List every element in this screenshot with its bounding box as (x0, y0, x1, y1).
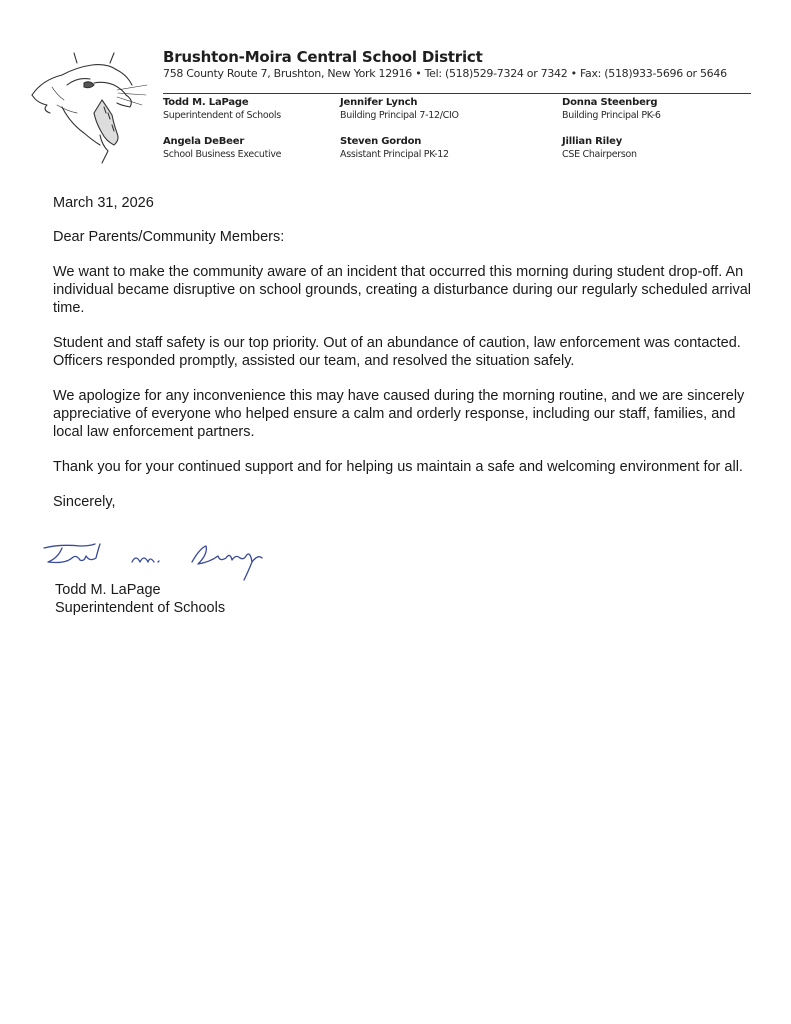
staff-name: Donna Steenberg (562, 97, 658, 108)
staff-title: Building Principal 7-12/CIO (340, 110, 459, 121)
staff-title: School Business Executive (163, 149, 282, 160)
panther-mascot-logo-icon (22, 45, 152, 165)
staff-name: Angela DeBeer (163, 136, 245, 147)
staff-title: Superintendent of Schools (163, 110, 281, 121)
staff-entry (562, 135, 661, 161)
letter-salutation: Dear Parents/Community Members: (53, 229, 285, 245)
letter-paragraph: We want to make the community aware of an incident that occurred this morning during student drop-off. An individual became disruptive on school grounds, creating a disturbance during our regularly scheduled arrival time. (53, 264, 752, 316)
staff-title: Building Principal PK-6 (562, 110, 661, 121)
staff-title: CSE Chairperson (562, 149, 637, 160)
staff-entry (562, 96, 661, 122)
district-address: 758 County Route 7, Brushton, New York 12916 • Tel: (518)529-7324 or 7342 • Fax: (518)933-5696 or 5646 (163, 67, 727, 80)
staff-column-2 (340, 96, 459, 174)
staff-entry (163, 135, 281, 161)
staff-title: Assistant Principal PK-12 (340, 149, 449, 160)
staff-entry (340, 96, 459, 122)
staff-column-1 (163, 96, 281, 174)
letter-paragraph: Thank you for your continued support and for helping us maintain a safe and welcoming environment for all. (53, 459, 743, 475)
staff-name: Jillian Riley (562, 136, 623, 147)
staff-entry (163, 96, 281, 122)
letter-closing: Sincerely, (53, 494, 116, 510)
letterhead-divider (163, 93, 751, 94)
staff-name: Todd M. LaPage (163, 97, 249, 108)
signer-title: Superintendent of Schools (55, 600, 226, 616)
staff-name: Jennifer Lynch (340, 97, 418, 108)
letter-paragraph: Student and staff safety is our top priority. Out of an abundance of caution, law enforcement was contacted. Officers responded promptly, assisted our team, and resolved the situation safely. (53, 335, 741, 369)
letter-body (53, 194, 753, 528)
signer-name: Todd M. LaPage (55, 582, 161, 598)
letter-date: March 31, 2026 (53, 195, 154, 211)
district-name: Brushton-Moira Central School District (163, 48, 483, 66)
staff-name: Steven Gordon (340, 136, 422, 147)
staff-entry (340, 135, 459, 161)
staff-column-3 (562, 96, 661, 174)
letter-paragraph: We apologize for any inconvenience this may have caused during the morning routine, and we are sincerely appreciative of everyone who helped ensure a calm and orderly response, including our staff, families, and local law enforcement partners. (53, 388, 745, 440)
